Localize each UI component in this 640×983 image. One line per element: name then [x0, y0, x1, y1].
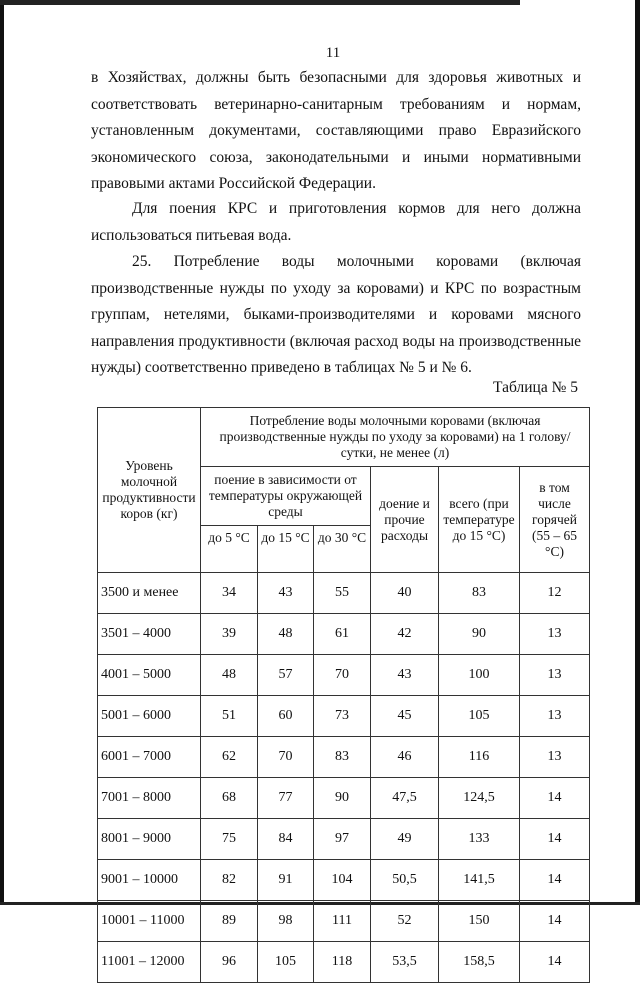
cell-t15: 70 — [258, 737, 314, 778]
cell-level: 3500 и менее — [98, 573, 201, 614]
cell-level: 5001 – 6000 — [98, 696, 201, 737]
table-row — [98, 778, 590, 819]
cell-hot: 14 — [520, 778, 590, 819]
cell-hot: 14 — [520, 860, 590, 901]
cell-milking: 42 — [371, 614, 439, 655]
cell-t30: 55 — [314, 573, 371, 614]
cell-t30: 118 — [314, 942, 371, 983]
cell-hot: 12 — [520, 573, 590, 614]
cell-t15: 48 — [258, 614, 314, 655]
table-row — [98, 614, 590, 655]
cell-t30: 61 — [314, 614, 371, 655]
cell-t30: 70 — [314, 655, 371, 696]
cell-t30: 111 — [314, 901, 371, 942]
cell-t5: 34 — [201, 573, 258, 614]
cell-total: 141,5 — [439, 860, 520, 901]
table-row — [98, 860, 590, 901]
cell-t15: 105 — [258, 942, 314, 983]
cell-t5: 62 — [201, 737, 258, 778]
cell-milking: 52 — [371, 901, 439, 942]
cell-milking: 53,5 — [371, 942, 439, 983]
cell-t5: 96 — [201, 942, 258, 983]
cell-total: 124,5 — [439, 778, 520, 819]
table-row — [98, 696, 590, 737]
table-row — [98, 819, 590, 860]
cell-hot: 14 — [520, 901, 590, 942]
cell-total: 150 — [439, 901, 520, 942]
table-row — [98, 942, 590, 983]
scan-border-right — [635, 0, 640, 905]
cell-t15: 57 — [258, 655, 314, 696]
cell-t30: 104 — [314, 860, 371, 901]
cell-total: 83 — [439, 573, 520, 614]
header-hot: в том числе горячей (55 – 65 °С) — [520, 467, 590, 573]
cell-total: 158,5 — [439, 942, 520, 983]
cell-level: 9001 – 10000 — [98, 860, 201, 901]
cell-hot: 13 — [520, 655, 590, 696]
table-caption: Таблица № 5 — [493, 379, 578, 396]
header-t30: до 30 °С — [314, 526, 371, 573]
cell-t5: 68 — [201, 778, 258, 819]
cell-t15: 98 — [258, 901, 314, 942]
cell-milking: 49 — [371, 819, 439, 860]
cell-total: 105 — [439, 696, 520, 737]
cell-level: 11001 – 12000 — [98, 942, 201, 983]
cell-hot: 13 — [520, 737, 590, 778]
cell-t15: 91 — [258, 860, 314, 901]
cell-level: 7001 – 8000 — [98, 778, 201, 819]
paragraph-item-25: 25. Потребление воды молочными коровами (включая производственные нужды по уходу за коровами) и КРС по возрастным группам, нетелями, быками-производителями и коровами мясного направления продуктивности (включая расход воды на производственные нужды) соответственно приведено в таблицах № 5 и № 6. — [91, 253, 581, 376]
cell-level: 4001 – 5000 — [98, 655, 201, 696]
table-row — [98, 901, 590, 942]
cell-level: 6001 – 7000 — [98, 737, 201, 778]
cell-total: 100 — [439, 655, 520, 696]
cell-t30: 90 — [314, 778, 371, 819]
paragraph-safety: в Хозяйствах, должны быть безопасными для здоровья животных и соответствовать ветеринарно-санитарным требованиям и нормам, установленным документами, составляющими право Евразийского экономического союза, законодательными и иными нормативными правовыми актами Российской Федерации. — [91, 69, 581, 192]
cell-hot: 14 — [520, 942, 590, 983]
cell-t30: 97 — [314, 819, 371, 860]
cell-total: 90 — [439, 614, 520, 655]
cell-hot: 13 — [520, 696, 590, 737]
cell-milking: 40 — [371, 573, 439, 614]
cell-level: 8001 – 9000 — [98, 819, 201, 860]
cell-t5: 89 — [201, 901, 258, 942]
header-t15: до 15 °С — [258, 526, 314, 573]
scan-border-top — [0, 0, 520, 5]
paragraph-drinking-water: Для поения КРС и приготовления кормов для него должна использоваться питьевая вода. — [91, 200, 581, 244]
cell-t15: 84 — [258, 819, 314, 860]
page-number: 11 — [325, 45, 341, 61]
cell-t30: 83 — [314, 737, 371, 778]
table-row — [98, 737, 590, 778]
table-row — [98, 573, 590, 614]
cell-level: 10001 – 11000 — [98, 901, 201, 942]
table-row — [98, 655, 590, 696]
cell-t15: 77 — [258, 778, 314, 819]
cell-t5: 51 — [201, 696, 258, 737]
cell-t15: 60 — [258, 696, 314, 737]
header-milking: доение и прочие расходы — [371, 467, 439, 573]
cell-t15: 43 — [258, 573, 314, 614]
cell-total: 116 — [439, 737, 520, 778]
header-t5: до 5 °С — [201, 526, 258, 573]
cell-t5: 48 — [201, 655, 258, 696]
cell-total: 133 — [439, 819, 520, 860]
cell-milking: 43 — [371, 655, 439, 696]
cell-level: 3501 – 4000 — [98, 614, 201, 655]
cell-milking: 46 — [371, 737, 439, 778]
header-total: всего (при температуре до 15 °С) — [439, 467, 520, 573]
cell-milking: 47,5 — [371, 778, 439, 819]
cell-hot: 14 — [520, 819, 590, 860]
cell-t5: 39 — [201, 614, 258, 655]
header-consumption: Потребление воды молочными коровами (включая производственные нужды по уходу за коровами) на 1 голову/сутки, не менее (л) — [201, 408, 590, 467]
cell-t5: 75 — [201, 819, 258, 860]
header-watering: поение в зависимости от температуры окружающей среды — [201, 467, 371, 526]
water-consumption-table — [97, 407, 590, 983]
cell-t30: 73 — [314, 696, 371, 737]
cell-milking: 45 — [371, 696, 439, 737]
scan-border-left — [0, 0, 4, 905]
cell-t5: 82 — [201, 860, 258, 901]
header-level: Уровень молочной продуктивности коров (кг) — [98, 408, 201, 573]
cell-milking: 50,5 — [371, 860, 439, 901]
cell-hot: 13 — [520, 614, 590, 655]
